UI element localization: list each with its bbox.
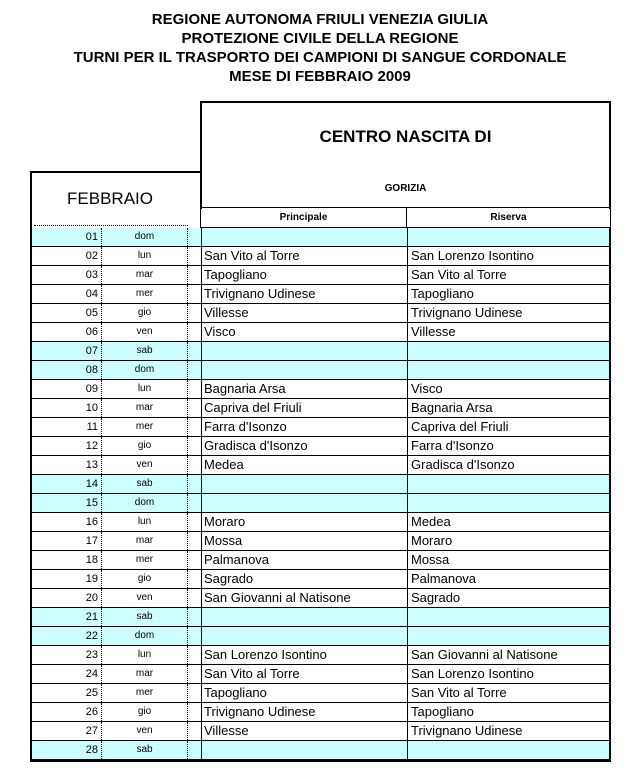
weekday: gio: [102, 437, 188, 455]
table-row: [32, 266, 609, 285]
day-number: 18: [32, 551, 102, 569]
riserva-cell: San Giovanni al Natisone: [411, 647, 558, 662]
table-row: [32, 399, 609, 418]
principale-cell: Trivignano Udinese: [202, 703, 408, 721]
riserva-cell: Moraro: [411, 533, 453, 548]
day-number: 20: [32, 589, 102, 607]
spacer-cell: [188, 722, 202, 740]
header-line-turni: TURNI PER IL TRASPORTO DEI CAMPIONI DI SANGUE CORDONALE: [73, 49, 567, 66]
principale-cell: Sagrado: [202, 570, 408, 588]
table-row: [32, 418, 609, 437]
column-header-principale: Principale: [200, 207, 407, 228]
spacer-cell: [188, 285, 202, 303]
day-number: 24: [32, 665, 102, 683]
spacer-cell: [188, 361, 202, 379]
table-row: [32, 627, 609, 646]
table-row: [32, 608, 609, 627]
principale-cell: Gradisca d'Isonzo: [202, 437, 408, 455]
spacer-cell: [188, 456, 202, 474]
principale-cell: [202, 228, 408, 246]
day-number: 14: [32, 475, 102, 493]
day-number: 07: [32, 342, 102, 360]
principale-cell: Mossa: [202, 532, 408, 550]
spacer-cell: [188, 475, 202, 493]
riserva-cell: San Vito al Torre: [411, 685, 507, 700]
weekday: sab: [102, 342, 188, 360]
principale-cell: [202, 608, 408, 626]
document-header: [0, 10, 640, 86]
table-row: [32, 475, 609, 494]
day-number: 27: [32, 722, 102, 740]
weekday: sab: [102, 608, 188, 626]
spacer-cell: [188, 342, 202, 360]
table-row: [32, 589, 609, 608]
riserva-cell: Trivignano Udinese: [411, 305, 523, 320]
day-number: 08: [32, 361, 102, 379]
day-number: 11: [32, 418, 102, 436]
day-number: 02: [32, 247, 102, 265]
weekday: mar: [102, 665, 188, 683]
principale-cell: [202, 475, 408, 493]
riserva-cell: [408, 475, 609, 493]
principale-cell: [202, 361, 408, 379]
table-row: [32, 437, 609, 456]
principale-cell: Tapogliano: [202, 266, 408, 284]
day-number: 13: [32, 456, 102, 474]
riserva-cell: San Lorenzo Isontino: [411, 248, 534, 263]
day-number: 12: [32, 437, 102, 455]
spacer-cell: [188, 589, 202, 607]
spacer-cell: [188, 532, 202, 550]
riserva-cell: Villesse: [411, 324, 456, 339]
principale-cell: Farra d'Isonzo: [202, 418, 408, 436]
spacer-cell: [188, 304, 202, 322]
principale-cell: San Lorenzo Isontino: [202, 646, 408, 664]
table-row: [32, 380, 609, 399]
weekday: mer: [102, 285, 188, 303]
weekday: mer: [102, 418, 188, 436]
day-number: 09: [32, 380, 102, 398]
table-row: [32, 722, 609, 741]
principale-cell: Palmanova: [202, 551, 408, 569]
spacer-cell: [188, 494, 202, 512]
weekday: lun: [102, 380, 188, 398]
weekday: mar: [102, 399, 188, 417]
riserva-cell: [408, 627, 609, 645]
riserva-cell: Sagrado: [411, 590, 461, 605]
weekday: dom: [102, 494, 188, 512]
riserva-cell: [408, 228, 609, 246]
table-row: [32, 665, 609, 684]
riserva-cell: Medea: [411, 514, 451, 529]
spacer-cell: [188, 608, 202, 626]
centro-name: GORIZIA: [384, 183, 427, 194]
weekday: mar: [102, 266, 188, 284]
principale-cell: [202, 494, 408, 512]
weekday: mer: [102, 551, 188, 569]
spacer-cell: [188, 437, 202, 455]
table-row: [32, 228, 609, 247]
weekday: lun: [102, 513, 188, 531]
spacer-cell: [188, 741, 202, 759]
day-number: 15: [32, 494, 102, 512]
principale-cell: [202, 342, 408, 360]
day-number: 16: [32, 513, 102, 531]
day-number: 22: [32, 627, 102, 645]
spacer-cell: [188, 399, 202, 417]
spacer-cell: [188, 323, 202, 341]
centro-title: CENTRO NASCITA DI: [319, 127, 492, 146]
schedule-table: [30, 101, 611, 764]
weekday: gio: [102, 570, 188, 588]
header-line-region: REGIONE AUTONOMA FRIULI VENEZIA GIULIA: [151, 11, 489, 28]
riserva-cell: Bagnaria Arsa: [411, 400, 493, 415]
table-row: [32, 456, 609, 475]
spacer-cell: [188, 247, 202, 265]
spacer-cell: [188, 684, 202, 702]
principale-cell: San Vito al Torre: [202, 665, 408, 683]
spacer-cell: [188, 380, 202, 398]
header-line-mese: MESE DI FEBBRAIO 2009: [229, 68, 411, 85]
table-body: [30, 228, 611, 762]
day-number: 10: [32, 399, 102, 417]
spacer-cell: [188, 513, 202, 531]
weekday: dom: [102, 627, 188, 645]
day-number: 23: [32, 646, 102, 664]
spacer-cell: [188, 646, 202, 664]
month-label: FEBBRAIO: [67, 189, 153, 208]
weekday: gio: [102, 304, 188, 322]
principale-cell: Medea: [202, 456, 408, 474]
day-number: 05: [32, 304, 102, 322]
spacer-cell: [188, 228, 202, 246]
table-row: [32, 304, 609, 323]
riserva-cell: [408, 361, 609, 379]
table-row: [32, 361, 609, 380]
table-row: [32, 741, 609, 760]
table-row: [32, 570, 609, 589]
spacer-cell: [188, 570, 202, 588]
table-row: [32, 703, 609, 722]
spacer-cell: [188, 627, 202, 645]
principale-cell: San Giovanni al Natisone: [202, 589, 408, 607]
weekday: ven: [102, 456, 188, 474]
table-row: [32, 513, 609, 532]
riserva-cell: Mossa: [411, 552, 450, 567]
principale-cell: Moraro: [202, 513, 408, 531]
weekday: ven: [102, 722, 188, 740]
day-number: 25: [32, 684, 102, 702]
table-row: [32, 532, 609, 551]
day-number: 01: [32, 228, 102, 246]
riserva-cell: San Lorenzo Isontino: [411, 666, 534, 681]
principale-cell: Trivignano Udinese: [202, 285, 408, 303]
day-number: 21: [32, 608, 102, 626]
weekday: dom: [102, 228, 188, 246]
principale-cell: Bagnaria Arsa: [202, 380, 408, 398]
weekday: dom: [102, 361, 188, 379]
riserva-cell: Palmanova: [411, 571, 477, 586]
riserva-cell: Farra d'Isonzo: [411, 438, 494, 453]
weekday: lun: [102, 646, 188, 664]
table-row: [32, 684, 609, 703]
riserva-cell: Tapogliano: [411, 704, 474, 719]
riserva-cell: Gradisca d'Isonzo: [411, 457, 515, 472]
riserva-cell: Visco: [411, 381, 443, 396]
principale-cell: [202, 627, 408, 645]
table-row: [32, 342, 609, 361]
column-header-riserva: Riserva: [406, 207, 611, 228]
day-number: 03: [32, 266, 102, 284]
principale-cell: Visco: [202, 323, 408, 341]
spacer-cell: [188, 418, 202, 436]
table-row: [32, 551, 609, 570]
day-number: 26: [32, 703, 102, 721]
weekday: gio: [102, 703, 188, 721]
table-row: [32, 323, 609, 342]
day-number: 19: [32, 570, 102, 588]
weekday: ven: [102, 323, 188, 341]
table-row: [32, 646, 609, 665]
riserva-cell: Trivignano Udinese: [411, 723, 523, 738]
riserva-cell: [408, 608, 609, 626]
principale-cell: [202, 741, 408, 759]
weekday: mar: [102, 532, 188, 550]
weekday: sab: [102, 475, 188, 493]
centro-header: [200, 101, 611, 209]
principale-cell: Villesse: [202, 304, 408, 322]
principale-cell: Tapogliano: [202, 684, 408, 702]
spacer-cell: [188, 665, 202, 683]
weekday: mer: [102, 684, 188, 702]
principale-cell: Villesse: [202, 722, 408, 740]
principale-cell: Capriva del Friuli: [202, 399, 408, 417]
riserva-cell: [408, 342, 609, 360]
weekday: ven: [102, 589, 188, 607]
day-number: 04: [32, 285, 102, 303]
spacer-cell: [188, 551, 202, 569]
principale-cell: San Vito al Torre: [202, 247, 408, 265]
table-row: [32, 285, 609, 304]
month-underline: [34, 225, 188, 226]
day-number: 17: [32, 532, 102, 550]
spacer-cell: [188, 703, 202, 721]
spacer-cell: [188, 266, 202, 284]
riserva-cell: Capriva del Friuli: [411, 419, 509, 434]
day-number: 06: [32, 323, 102, 341]
riserva-cell: [408, 741, 609, 759]
table-row: [32, 247, 609, 266]
riserva-cell: Tapogliano: [411, 286, 474, 301]
weekday: lun: [102, 247, 188, 265]
table-row: [32, 494, 609, 513]
month-header: [30, 171, 202, 228]
riserva-cell: [408, 494, 609, 512]
weekday: sab: [102, 741, 188, 759]
day-number: 28: [32, 741, 102, 759]
header-line-protezione: PROTEZIONE CIVILE DELLA REGIONE: [181, 30, 459, 47]
riserva-cell: San Vito al Torre: [411, 267, 507, 282]
